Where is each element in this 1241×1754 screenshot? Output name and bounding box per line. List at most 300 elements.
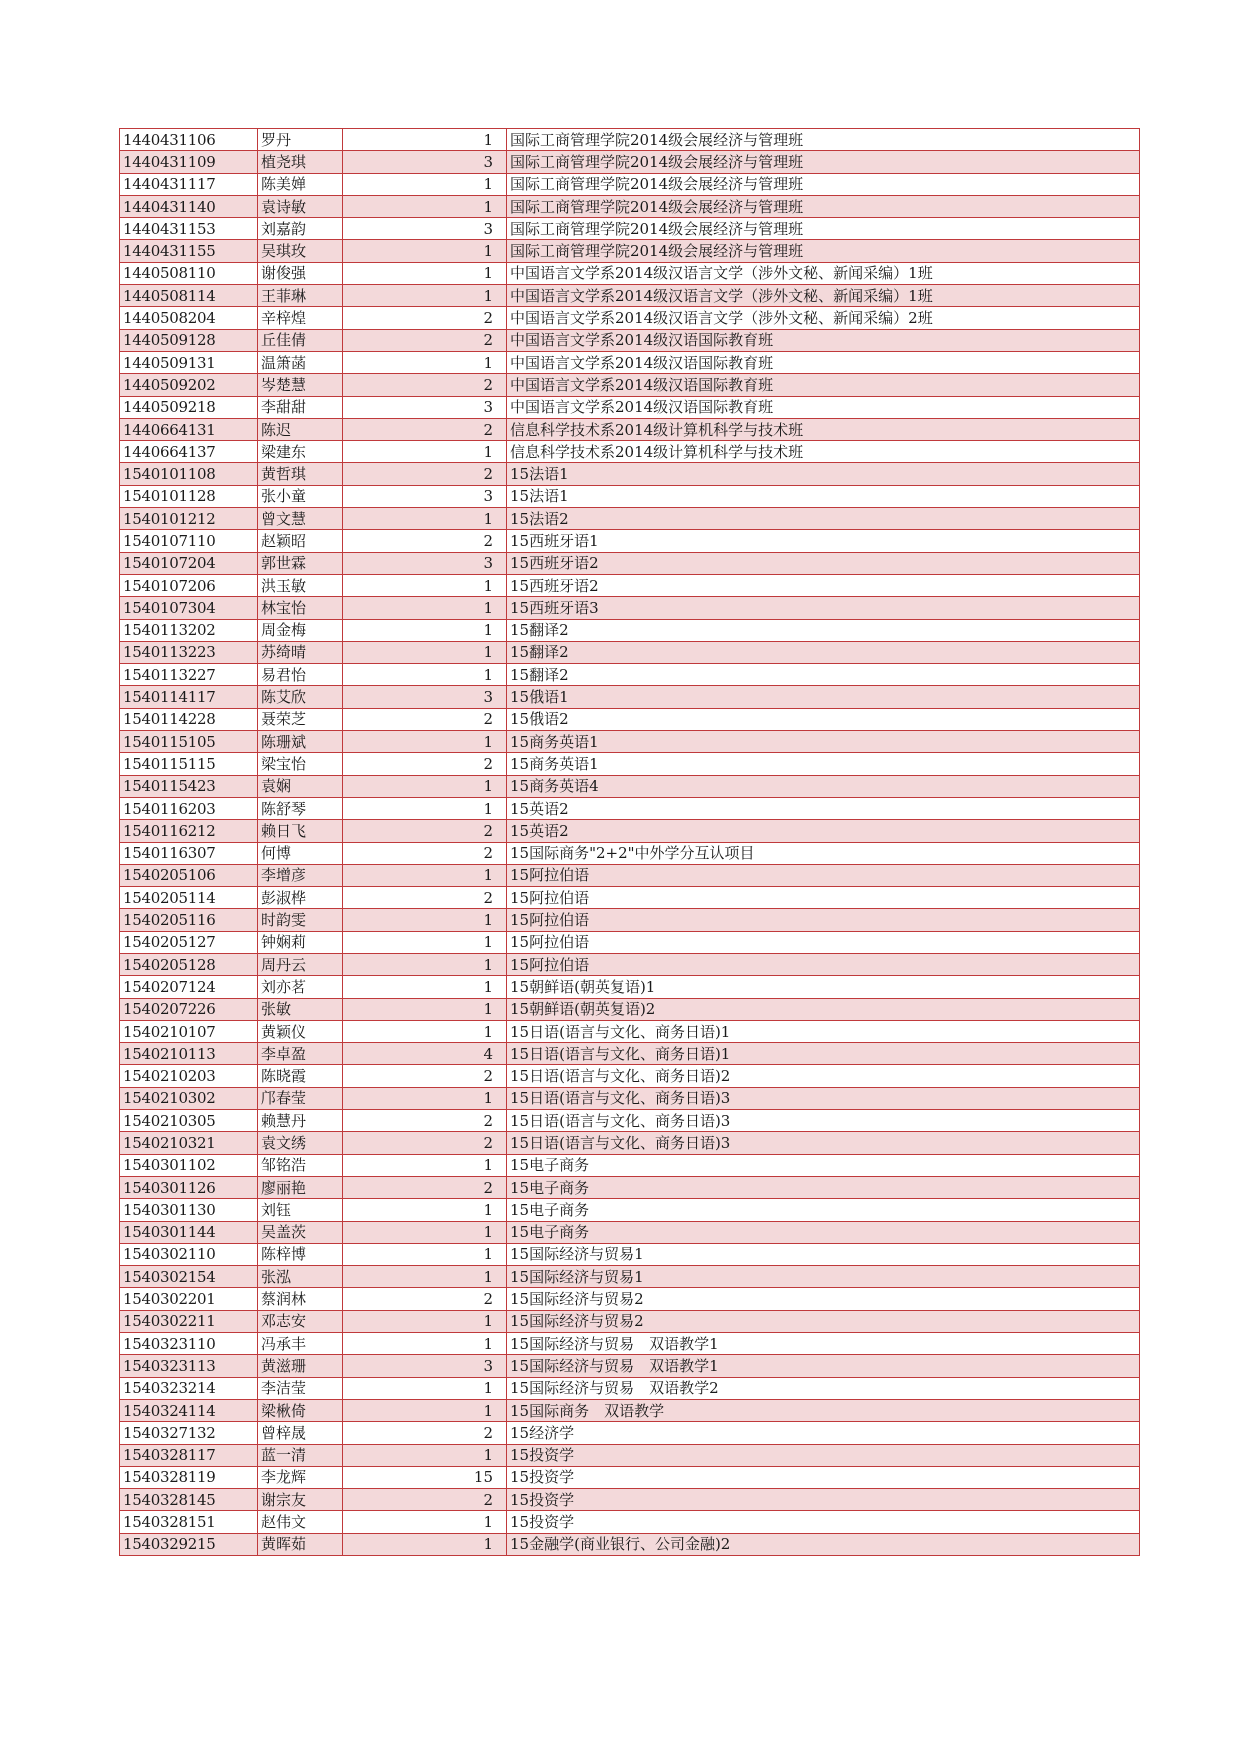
table-row	[120, 864, 1140, 886]
table-row	[120, 797, 1140, 819]
table-row	[120, 1154, 1140, 1176]
student-id-cell: 1540205127	[120, 931, 258, 953]
table-row	[120, 441, 1140, 463]
class-name-cell: 15金融学(商业银行、公司金融)2	[507, 1533, 1140, 1555]
class-name-cell: 15翻译2	[507, 664, 1140, 686]
count-cell: 2	[343, 530, 507, 552]
student-name-cell: 袁文绣	[258, 1132, 343, 1154]
student-id-cell: 1440508114	[120, 285, 258, 307]
count-cell: 1	[343, 931, 507, 953]
class-name-cell: 15日语(语言与文化、商务日语)1	[507, 1043, 1140, 1065]
student-name-cell: 蓝一清	[258, 1444, 343, 1466]
class-name-cell: 15西班牙语2	[507, 552, 1140, 574]
class-name-cell: 中国语言文学系2014级汉语国际教育班	[507, 396, 1140, 418]
student-name-cell: 张泓	[258, 1266, 343, 1288]
count-cell: 3	[343, 151, 507, 173]
class-name-cell: 15商务英语1	[507, 731, 1140, 753]
table-row	[120, 1399, 1140, 1421]
student-name-cell: 曾梓晟	[258, 1422, 343, 1444]
table-row	[120, 1377, 1140, 1399]
table-row	[120, 775, 1140, 797]
count-cell: 1	[343, 864, 507, 886]
count-cell: 2	[343, 842, 507, 864]
count-cell: 1	[343, 664, 507, 686]
count-cell: 1	[343, 909, 507, 931]
class-name-cell: 15国际经济与贸易 双语教学2	[507, 1377, 1140, 1399]
class-name-cell: 国际工商管理学院2014级会展经济与管理班	[507, 173, 1140, 195]
class-name-cell: 15日语(语言与文化、商务日语)1	[507, 1020, 1140, 1042]
table-row	[120, 1043, 1140, 1065]
student-name-cell: 陈迟	[258, 418, 343, 440]
student-name-cell: 黄哲琪	[258, 463, 343, 485]
student-name-cell: 邹铭浩	[258, 1154, 343, 1176]
table-row	[120, 597, 1140, 619]
class-name-cell: 15英语2	[507, 797, 1140, 819]
student-id-cell: 1540115105	[120, 731, 258, 753]
table-row	[120, 1020, 1140, 1042]
table-row	[120, 1199, 1140, 1221]
student-name-cell: 刘钰	[258, 1199, 343, 1221]
class-name-cell: 国际工商管理学院2014级会展经济与管理班	[507, 240, 1140, 262]
table-row	[120, 1065, 1140, 1087]
student-name-cell: 辛梓煌	[258, 307, 343, 329]
student-id-cell: 1540207124	[120, 976, 258, 998]
table-row	[120, 129, 1140, 151]
class-name-cell: 15投资学	[507, 1444, 1140, 1466]
count-cell: 1	[343, 1199, 507, 1221]
student-id-cell: 1540101108	[120, 463, 258, 485]
table-row	[120, 619, 1140, 641]
table-row	[120, 173, 1140, 195]
class-name-cell: 15电子商务	[507, 1176, 1140, 1198]
class-name-cell: 15法语1	[507, 463, 1140, 485]
student-id-cell: 1540323214	[120, 1377, 258, 1399]
class-name-cell: 15俄语1	[507, 686, 1140, 708]
student-name-cell: 周丹云	[258, 953, 343, 975]
class-name-cell: 15西班牙语2	[507, 574, 1140, 596]
student-id-cell: 1440664137	[120, 441, 258, 463]
student-name-cell: 何博	[258, 842, 343, 864]
table-row	[120, 820, 1140, 842]
student-name-cell: 邓志安	[258, 1310, 343, 1332]
table-row	[120, 1310, 1140, 1332]
student-name-cell: 吴琪玫	[258, 240, 343, 262]
student-name-cell: 梁建东	[258, 441, 343, 463]
class-name-cell: 15西班牙语3	[507, 597, 1140, 619]
table-row	[120, 753, 1140, 775]
student-id-cell: 1540301130	[120, 1199, 258, 1221]
student-id-cell: 1540301102	[120, 1154, 258, 1176]
student-name-cell: 邝春莹	[258, 1087, 343, 1109]
student-id-cell: 1540301126	[120, 1176, 258, 1198]
count-cell: 1	[343, 1444, 507, 1466]
student-name-cell: 陈晓霞	[258, 1065, 343, 1087]
table-row	[120, 351, 1140, 373]
table-row	[120, 909, 1140, 931]
table-row	[120, 976, 1140, 998]
student-id-cell: 1540114228	[120, 708, 258, 730]
table-row	[120, 708, 1140, 730]
count-cell: 1	[343, 1377, 507, 1399]
table-row	[120, 1243, 1140, 1265]
count-cell: 2	[343, 1110, 507, 1132]
student-name-cell: 黄晖茹	[258, 1533, 343, 1555]
class-name-cell: 15法语2	[507, 508, 1140, 530]
table-row	[120, 731, 1140, 753]
student-name-cell: 植尧琪	[258, 151, 343, 173]
student-id-cell: 1540210113	[120, 1043, 258, 1065]
count-cell: 1	[343, 441, 507, 463]
class-name-cell: 15翻译2	[507, 641, 1140, 663]
student-id-cell: 1540205128	[120, 953, 258, 975]
count-cell: 1	[343, 508, 507, 530]
count-cell: 3	[343, 396, 507, 418]
table-row	[120, 485, 1140, 507]
count-cell: 1	[343, 775, 507, 797]
student-id-cell: 1440509128	[120, 329, 258, 351]
table-row	[120, 285, 1140, 307]
student-name-cell: 赖慧丹	[258, 1110, 343, 1132]
student-name-cell: 易君怡	[258, 664, 343, 686]
table-row	[120, 418, 1140, 440]
student-id-cell: 1440508110	[120, 262, 258, 284]
student-name-cell: 钟娴莉	[258, 931, 343, 953]
student-name-cell: 时韵雯	[258, 909, 343, 931]
table-row	[120, 508, 1140, 530]
table-row	[120, 195, 1140, 217]
table-row	[120, 1110, 1140, 1132]
class-name-cell: 信息科学技术系2014级计算机科学与技术班	[507, 418, 1140, 440]
student-id-cell: 1540115423	[120, 775, 258, 797]
table-row	[120, 151, 1140, 173]
student-id-cell: 1540101128	[120, 485, 258, 507]
class-name-cell: 15朝鲜语(朝英复语)2	[507, 998, 1140, 1020]
count-cell: 1	[343, 285, 507, 307]
class-name-cell: 15国际经济与贸易 双语教学1	[507, 1355, 1140, 1377]
student-name-cell: 梁楸倚	[258, 1399, 343, 1421]
student-name-cell: 王菲琳	[258, 285, 343, 307]
student-id-cell: 1540302154	[120, 1266, 258, 1288]
count-cell: 2	[343, 418, 507, 440]
class-name-cell: 15日语(语言与文化、商务日语)2	[507, 1065, 1140, 1087]
student-id-cell: 1540113202	[120, 619, 258, 641]
student-id-cell: 1440664131	[120, 418, 258, 440]
student-id-cell: 1540328145	[120, 1489, 258, 1511]
student-id-cell: 1440509131	[120, 351, 258, 373]
student-id-cell: 1540329215	[120, 1533, 258, 1555]
table-row	[120, 686, 1140, 708]
student-name-cell: 刘嘉韵	[258, 218, 343, 240]
student-name-cell: 丘佳倩	[258, 329, 343, 351]
class-name-cell: 15英语2	[507, 820, 1140, 842]
class-name-cell: 15投资学	[507, 1511, 1140, 1533]
student-id-cell: 1540115115	[120, 753, 258, 775]
table-row	[120, 240, 1140, 262]
student-name-cell: 洪玉敏	[258, 574, 343, 596]
count-cell: 3	[343, 485, 507, 507]
student-id-cell: 1440509218	[120, 396, 258, 418]
student-id-cell: 1540114117	[120, 686, 258, 708]
table-row	[120, 842, 1140, 864]
student-name-cell: 赵伟文	[258, 1511, 343, 1533]
count-cell: 1	[343, 195, 507, 217]
count-cell: 1	[343, 597, 507, 619]
student-id-cell: 1540302211	[120, 1310, 258, 1332]
count-cell: 1	[343, 976, 507, 998]
student-id-cell: 1540205114	[120, 887, 258, 909]
student-id-cell: 1540107204	[120, 552, 258, 574]
student-name-cell: 袁娴	[258, 775, 343, 797]
student-name-cell: 谢宗友	[258, 1489, 343, 1511]
class-name-cell: 15法语1	[507, 485, 1140, 507]
class-name-cell: 15阿拉伯语	[507, 931, 1140, 953]
class-name-cell: 15商务英语4	[507, 775, 1140, 797]
table-row	[120, 641, 1140, 663]
table-row	[120, 1489, 1140, 1511]
student-name-cell: 廖丽艳	[258, 1176, 343, 1198]
count-cell: 1	[343, 1020, 507, 1042]
count-cell: 15	[343, 1466, 507, 1488]
student-id-cell: 1540116212	[120, 820, 258, 842]
count-cell: 2	[343, 1422, 507, 1444]
count-cell: 1	[343, 1266, 507, 1288]
student-name-cell: 罗丹	[258, 129, 343, 151]
count-cell: 1	[343, 797, 507, 819]
student-name-cell: 郭世霖	[258, 552, 343, 574]
class-name-cell: 国际工商管理学院2014级会展经济与管理班	[507, 129, 1140, 151]
class-name-cell: 国际工商管理学院2014级会展经济与管理班	[507, 195, 1140, 217]
class-name-cell: 15国际经济与贸易1	[507, 1243, 1140, 1265]
table-row	[120, 262, 1140, 284]
student-name-cell: 李洁莹	[258, 1377, 343, 1399]
student-name-cell: 林宝怡	[258, 597, 343, 619]
student-id-cell: 1540328117	[120, 1444, 258, 1466]
count-cell: 2	[343, 374, 507, 396]
student-id-cell: 1540107206	[120, 574, 258, 596]
student-id-cell: 1540323110	[120, 1333, 258, 1355]
student-id-cell: 1540324114	[120, 1399, 258, 1421]
student-name-cell: 黄颖仪	[258, 1020, 343, 1042]
count-cell: 3	[343, 552, 507, 574]
table-row	[120, 1355, 1140, 1377]
table-row	[120, 664, 1140, 686]
class-name-cell: 15阿拉伯语	[507, 953, 1140, 975]
count-cell: 3	[343, 686, 507, 708]
class-name-cell: 国际工商管理学院2014级会展经济与管理班	[507, 151, 1140, 173]
student-name-cell: 李增彦	[258, 864, 343, 886]
table-row	[120, 396, 1140, 418]
count-cell: 1	[343, 1533, 507, 1555]
count-cell: 1	[343, 953, 507, 975]
table-row	[120, 1511, 1140, 1533]
class-name-cell: 15国际经济与贸易 双语教学1	[507, 1333, 1140, 1355]
count-cell: 1	[343, 1333, 507, 1355]
student-id-cell: 1540210305	[120, 1110, 258, 1132]
table-row	[120, 1266, 1140, 1288]
student-name-cell: 蔡润林	[258, 1288, 343, 1310]
student-name-cell: 袁诗敏	[258, 195, 343, 217]
student-id-cell: 1440508204	[120, 307, 258, 329]
table-row	[120, 218, 1140, 240]
count-cell: 1	[343, 129, 507, 151]
count-cell: 2	[343, 887, 507, 909]
count-cell: 1	[343, 1511, 507, 1533]
student-id-cell: 1540107304	[120, 597, 258, 619]
class-name-cell: 15投资学	[507, 1466, 1140, 1488]
student-name-cell: 张敏	[258, 998, 343, 1020]
class-name-cell: 15俄语2	[507, 708, 1140, 730]
class-name-cell: 中国语言文学系2014级汉语国际教育班	[507, 351, 1140, 373]
class-name-cell: 中国语言文学系2014级汉语言文学（涉外文秘、新闻采编）2班	[507, 307, 1140, 329]
count-cell: 1	[343, 351, 507, 373]
student-id-cell: 1440431140	[120, 195, 258, 217]
table-row	[120, 374, 1140, 396]
class-name-cell: 中国语言文学系2014级汉语言文学（涉外文秘、新闻采编）1班	[507, 262, 1140, 284]
count-cell: 1	[343, 731, 507, 753]
student-id-cell: 1540210107	[120, 1020, 258, 1042]
class-name-cell: 中国语言文学系2014级汉语国际教育班	[507, 329, 1140, 351]
student-id-cell: 1440431155	[120, 240, 258, 262]
table-row	[120, 574, 1140, 596]
class-name-cell: 15国际经济与贸易1	[507, 1266, 1140, 1288]
student-name-cell: 冯承丰	[258, 1333, 343, 1355]
count-cell: 1	[343, 1243, 507, 1265]
student-id-cell: 1540210321	[120, 1132, 258, 1154]
count-cell: 4	[343, 1043, 507, 1065]
class-name-cell: 15国际商务"2+2"中外学分互认项目	[507, 842, 1140, 864]
student-id-cell: 1540210203	[120, 1065, 258, 1087]
student-name-cell: 刘亦茗	[258, 976, 343, 998]
table-row	[120, 307, 1140, 329]
student-name-cell: 谢俊强	[258, 262, 343, 284]
student-id-cell: 1540328119	[120, 1466, 258, 1488]
student-id-cell: 1540116307	[120, 842, 258, 864]
table-row	[120, 329, 1140, 351]
student-id-cell: 1440431106	[120, 129, 258, 151]
student-id-cell: 1540323113	[120, 1355, 258, 1377]
student-name-cell: 吴盖茨	[258, 1221, 343, 1243]
count-cell: 1	[343, 574, 507, 596]
student-id-cell: 1540113223	[120, 641, 258, 663]
count-cell: 1	[343, 619, 507, 641]
class-name-cell: 15商务英语1	[507, 753, 1140, 775]
class-name-cell: 15西班牙语1	[507, 530, 1140, 552]
table-row	[120, 1444, 1140, 1466]
count-cell: 1	[343, 240, 507, 262]
class-name-cell: 15电子商务	[507, 1154, 1140, 1176]
table-row	[120, 552, 1140, 574]
count-cell: 2	[343, 708, 507, 730]
student-id-cell: 1540302201	[120, 1288, 258, 1310]
roster-table-body	[120, 129, 1140, 1556]
count-cell: 2	[343, 307, 507, 329]
table-row	[120, 887, 1140, 909]
student-name-cell: 岑楚慧	[258, 374, 343, 396]
class-name-cell: 15阿拉伯语	[507, 864, 1140, 886]
class-name-cell: 信息科学技术系2014级计算机科学与技术班	[507, 441, 1140, 463]
count-cell: 1	[343, 262, 507, 284]
student-name-cell: 张小童	[258, 485, 343, 507]
class-name-cell: 15投资学	[507, 1489, 1140, 1511]
count-cell: 2	[343, 1489, 507, 1511]
table-row	[120, 1132, 1140, 1154]
count-cell: 2	[343, 1288, 507, 1310]
class-name-cell: 15日语(语言与文化、商务日语)3	[507, 1110, 1140, 1132]
class-name-cell: 15翻译2	[507, 619, 1140, 641]
table-row	[120, 1333, 1140, 1355]
student-name-cell: 李龙辉	[258, 1466, 343, 1488]
table-row	[120, 953, 1140, 975]
count-cell: 2	[343, 329, 507, 351]
count-cell: 3	[343, 218, 507, 240]
class-name-cell: 15电子商务	[507, 1199, 1140, 1221]
table-row	[120, 1466, 1140, 1488]
table-row	[120, 1176, 1140, 1198]
table-row	[120, 530, 1140, 552]
count-cell: 1	[343, 1310, 507, 1332]
count-cell: 1	[343, 1399, 507, 1421]
student-id-cell: 1540210302	[120, 1087, 258, 1109]
table-row	[120, 998, 1140, 1020]
count-cell: 2	[343, 820, 507, 842]
student-name-cell: 陈舒琴	[258, 797, 343, 819]
student-id-cell: 1540301144	[120, 1221, 258, 1243]
student-id-cell: 1440509202	[120, 374, 258, 396]
class-name-cell: 15阿拉伯语	[507, 909, 1140, 931]
student-id-cell: 1540116203	[120, 797, 258, 819]
student-name-cell: 陈珊斌	[258, 731, 343, 753]
student-name-cell: 聂荣芝	[258, 708, 343, 730]
count-cell: 2	[343, 1132, 507, 1154]
class-name-cell: 15国际经济与贸易2	[507, 1310, 1140, 1332]
student-name-cell: 陈艾欣	[258, 686, 343, 708]
student-id-cell: 1540328151	[120, 1511, 258, 1533]
class-name-cell: 15朝鲜语(朝英复语)1	[507, 976, 1140, 998]
student-id-cell: 1540207226	[120, 998, 258, 1020]
student-id-cell: 1540205106	[120, 864, 258, 886]
table-row	[120, 463, 1140, 485]
count-cell: 2	[343, 1176, 507, 1198]
student-name-cell: 苏绮晴	[258, 641, 343, 663]
count-cell: 3	[343, 1355, 507, 1377]
student-name-cell: 李甜甜	[258, 396, 343, 418]
student-name-cell: 赵颖昭	[258, 530, 343, 552]
student-id-cell: 1540327132	[120, 1422, 258, 1444]
student-id-cell: 1540107110	[120, 530, 258, 552]
class-name-cell: 15国际经济与贸易2	[507, 1288, 1140, 1310]
class-name-cell: 15日语(语言与文化、商务日语)3	[507, 1087, 1140, 1109]
count-cell: 2	[343, 463, 507, 485]
count-cell: 2	[343, 1065, 507, 1087]
student-id-cell: 1540205116	[120, 909, 258, 931]
student-name-cell: 梁宝怡	[258, 753, 343, 775]
count-cell: 1	[343, 641, 507, 663]
table-row	[120, 1533, 1140, 1555]
student-id-cell: 1540302110	[120, 1243, 258, 1265]
count-cell: 2	[343, 753, 507, 775]
student-name-cell: 曾文慧	[258, 508, 343, 530]
student-id-cell: 1540101212	[120, 508, 258, 530]
table-row	[120, 1087, 1140, 1109]
student-id-cell: 1440431117	[120, 173, 258, 195]
table-row	[120, 1422, 1140, 1444]
student-id-cell: 1440431153	[120, 218, 258, 240]
class-name-cell: 15经济学	[507, 1422, 1140, 1444]
student-name-cell: 黄滋珊	[258, 1355, 343, 1377]
student-id-cell: 1440431109	[120, 151, 258, 173]
student-name-cell: 周金梅	[258, 619, 343, 641]
class-name-cell: 15国际商务 双语教学	[507, 1399, 1140, 1421]
